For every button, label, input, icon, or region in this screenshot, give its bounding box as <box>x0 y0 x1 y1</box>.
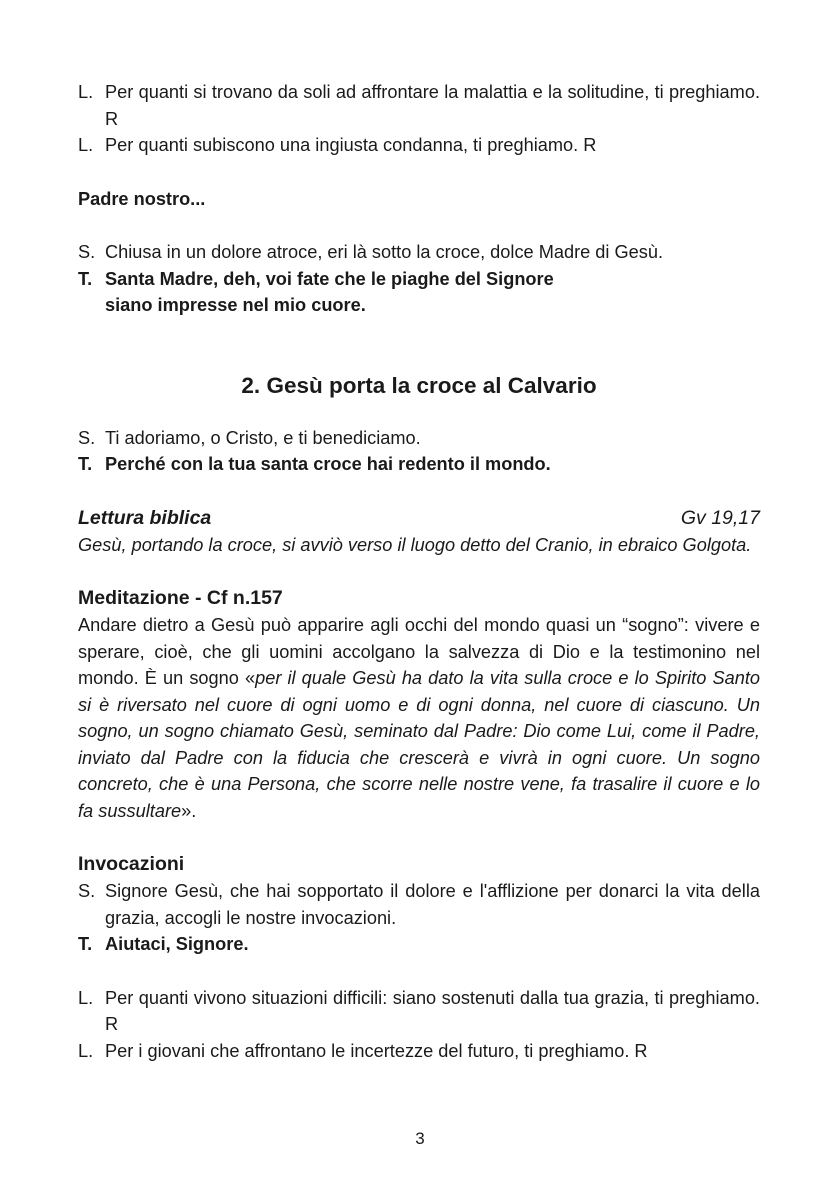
page-content <box>78 79 760 1064</box>
role-tag: L. <box>78 987 94 1008</box>
role-tag: T. <box>78 268 93 289</box>
meditation-end: ». <box>181 800 197 821</box>
station-title: 2. Gesù porta la croce al Calvario <box>241 372 597 398</box>
padre-nostro: Padre nostro... <box>78 188 206 209</box>
invocations-heading: Invocazioni <box>78 853 185 875</box>
response-text: Aiutaci, Signore. <box>105 934 249 954</box>
role-tag: S. <box>78 427 96 448</box>
role-tag: L. <box>78 135 94 155</box>
reading-text: Gesù, portando la croce, si avviò verso il luogo detto del Cranio, in ebraico Golgota. <box>78 534 752 555</box>
reading-heading-row <box>78 505 760 532</box>
people-response <box>78 931 760 958</box>
celebrant-line <box>78 239 760 266</box>
response-line-1: Santa Madre, deh, voi fate che le piaghe del Signore <box>105 268 554 289</box>
litany-text: Per i giovani che affrontano le incertezze del futuro, ti preghiamo. R <box>105 1040 648 1061</box>
people-response <box>78 451 760 478</box>
meditation-heading: Meditazione - Cf n.157 <box>78 587 283 609</box>
celebrant-line <box>78 878 760 931</box>
celebrant-line <box>78 425 760 452</box>
role-tag: T. <box>78 454 93 474</box>
litany-text: Per quanti si trovano da soli ad affrontare la malattia e la solitudine, ti preghiamo. R <box>105 82 760 129</box>
role-tag: S. <box>78 242 96 262</box>
celebrant-text: Ti adoriamo, o Cristo, e ti benediciamo. <box>105 427 421 448</box>
role-tag: S. <box>78 881 96 901</box>
reading-reference: Gv 19,17 <box>680 506 760 529</box>
celebrant-text: Chiusa in un dolore atroce, eri là sotto la croce, dolce Madre di Gesù. <box>105 242 664 262</box>
litany-item <box>78 1038 760 1065</box>
role-tag: T. <box>78 934 93 954</box>
meditation-intro: Andare dietro a Gesù può apparire agli occhi del mondo quasi un “sogno”: vivere e sperare, cioè, che gli uomini accolgano la salvezza di Dio e la testimonino nel mondo. È un sogno « <box>78 615 760 688</box>
meditation-text <box>78 612 760 824</box>
response-text: Perché con la tua santa croce hai redento il mondo. <box>105 454 551 474</box>
celebrant-text: Signore Gesù, che hai sopportato il dolore e l'afflizione per donarci la vita della grazia, accogli le nostre invocazioni. <box>105 881 760 928</box>
meditation-quote: per il quale Gesù ha dato la vita sulla croce e lo Spirito Santo si è riversato nel cuore di ogni uomo e di ogni donna, nel cuore di ciascuno. Un sogno, un sogno chiamato Gesù, seminato dal Padre: Dio come Lui, come il Padre, inviato dal Padre con la fiducia che crescerà e vivrà in ogni cuore. Un sogno concreto, che è una Persona, che scorre nelle nostre vene, fa trasalire il cuore e lo fa sussultare <box>78 668 761 821</box>
role-tag: L. <box>78 82 94 102</box>
litany-text: Per quanti vivono situazioni difficili: siano sostenuti dalla tua grazia, ti preghiamo. R <box>105 987 760 1034</box>
people-response <box>78 266 760 319</box>
response-line-2: siano impresse nel mio cuore. <box>105 295 366 315</box>
role-tag: L. <box>78 1040 94 1061</box>
litany-text: Per quanti subiscono una ingiusta condanna, ti preghiamo. R <box>105 135 597 155</box>
reading-heading: Lettura biblica <box>78 506 212 529</box>
litany-item <box>78 79 760 132</box>
litany-item <box>78 985 760 1038</box>
page-number: 3 <box>415 1129 425 1148</box>
litany-item <box>78 132 760 159</box>
